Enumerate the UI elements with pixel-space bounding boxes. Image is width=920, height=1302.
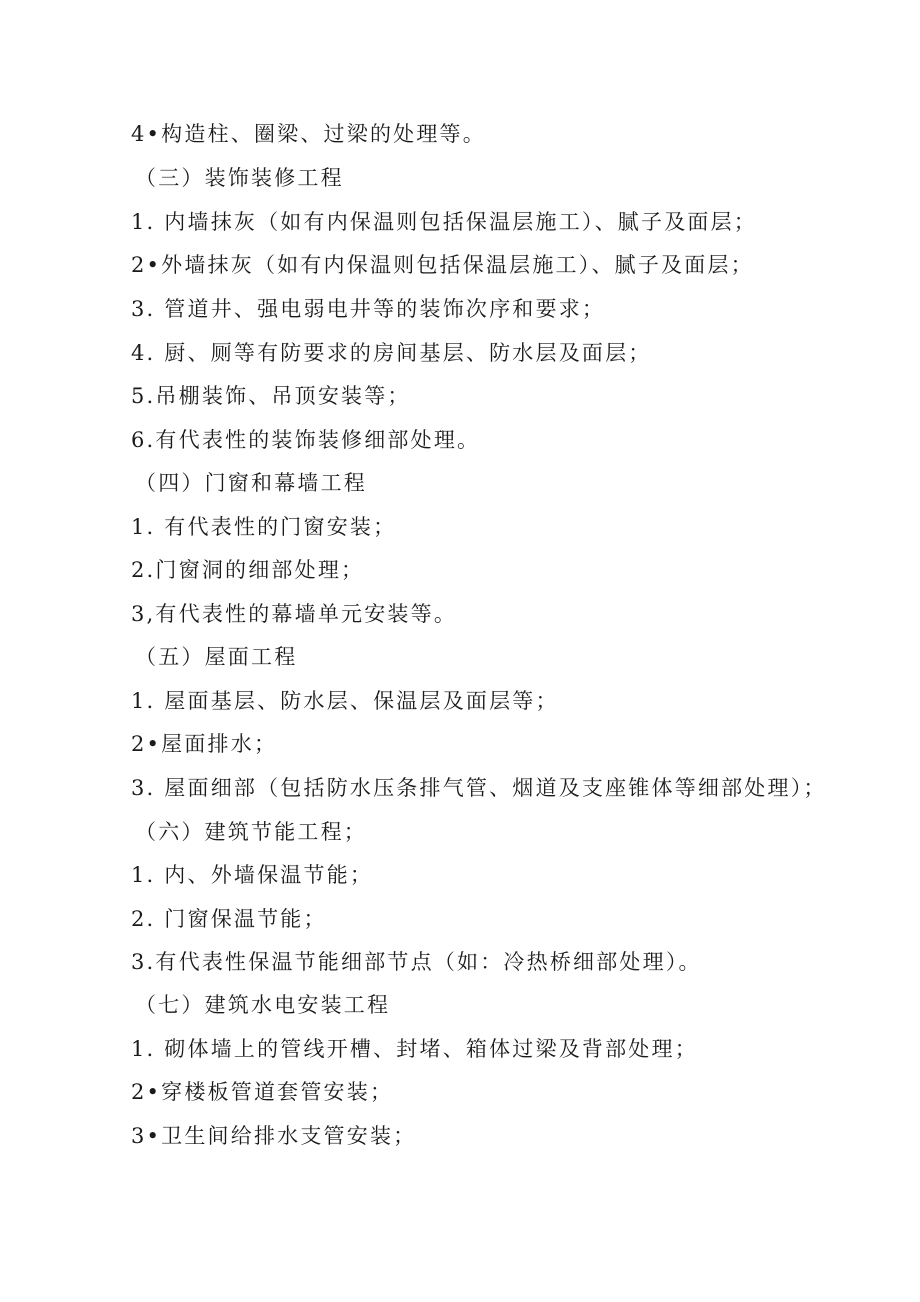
text-line: 2.门窗洞的细部处理； bbox=[131, 558, 365, 582]
section-heading: （五）屋面工程 bbox=[135, 645, 298, 669]
text-line: 6.有代表性的装饰装修细部处理。 bbox=[131, 428, 481, 452]
text-line: 3. 管道井、强电弱电井等的装饰次序和要求； bbox=[131, 297, 606, 321]
section-heading: （四）门窗和幕墙工程 bbox=[135, 471, 367, 495]
text-line: 2. 门窗保温节能； bbox=[131, 907, 327, 931]
text-line: 3•卫生间给排水支管安装； bbox=[131, 1124, 417, 1148]
section-heading: （七）建筑水电安装工程 bbox=[135, 993, 391, 1017]
text-line: 3,有代表性的幕墙单元安装等。 bbox=[131, 602, 458, 626]
text-line: 1. 屋面基层、防水层、保温层及面层等； bbox=[131, 689, 559, 713]
text-line: 1. 砌体墙上的管线开槽、封堵、箱体过梁及背部处理； bbox=[131, 1037, 698, 1061]
text-line: 2•穿楼板管道套管安装； bbox=[131, 1080, 394, 1104]
text-line: 5.吊棚装饰、吊顶安装等； bbox=[131, 384, 411, 408]
text-line: 1. 有代表性的门窗安装； bbox=[131, 515, 397, 539]
text-line: 2•屋面排水； bbox=[131, 732, 278, 756]
text-line: 2•外墙抹灰（如有内保温则包括保温层施工）、腻子及面层； bbox=[131, 253, 754, 277]
section-heading: （三）装饰装修工程 bbox=[135, 166, 344, 190]
text-line: 4•构造柱、圈梁、过梁的处理等。 bbox=[131, 122, 486, 146]
text-line: 1. 内、外墙保温节能； bbox=[131, 863, 374, 887]
text-line: 3. 屋面细部（包括防水压条排气管、烟道及支座锥体等细部处理）； bbox=[131, 776, 827, 800]
text-line: 3.有代表性保温节能细部节点（如：冷热桥细部处理）。 bbox=[131, 950, 702, 974]
section-heading: （六）建筑节能工程； bbox=[135, 820, 367, 844]
text-line: 4. 厨、厕等有防要求的房间基层、防水层及面层； bbox=[131, 341, 652, 365]
text-line: 1. 内墙抹灰（如有内保温则包括保温层施工）、腻子及面层； bbox=[131, 210, 758, 234]
